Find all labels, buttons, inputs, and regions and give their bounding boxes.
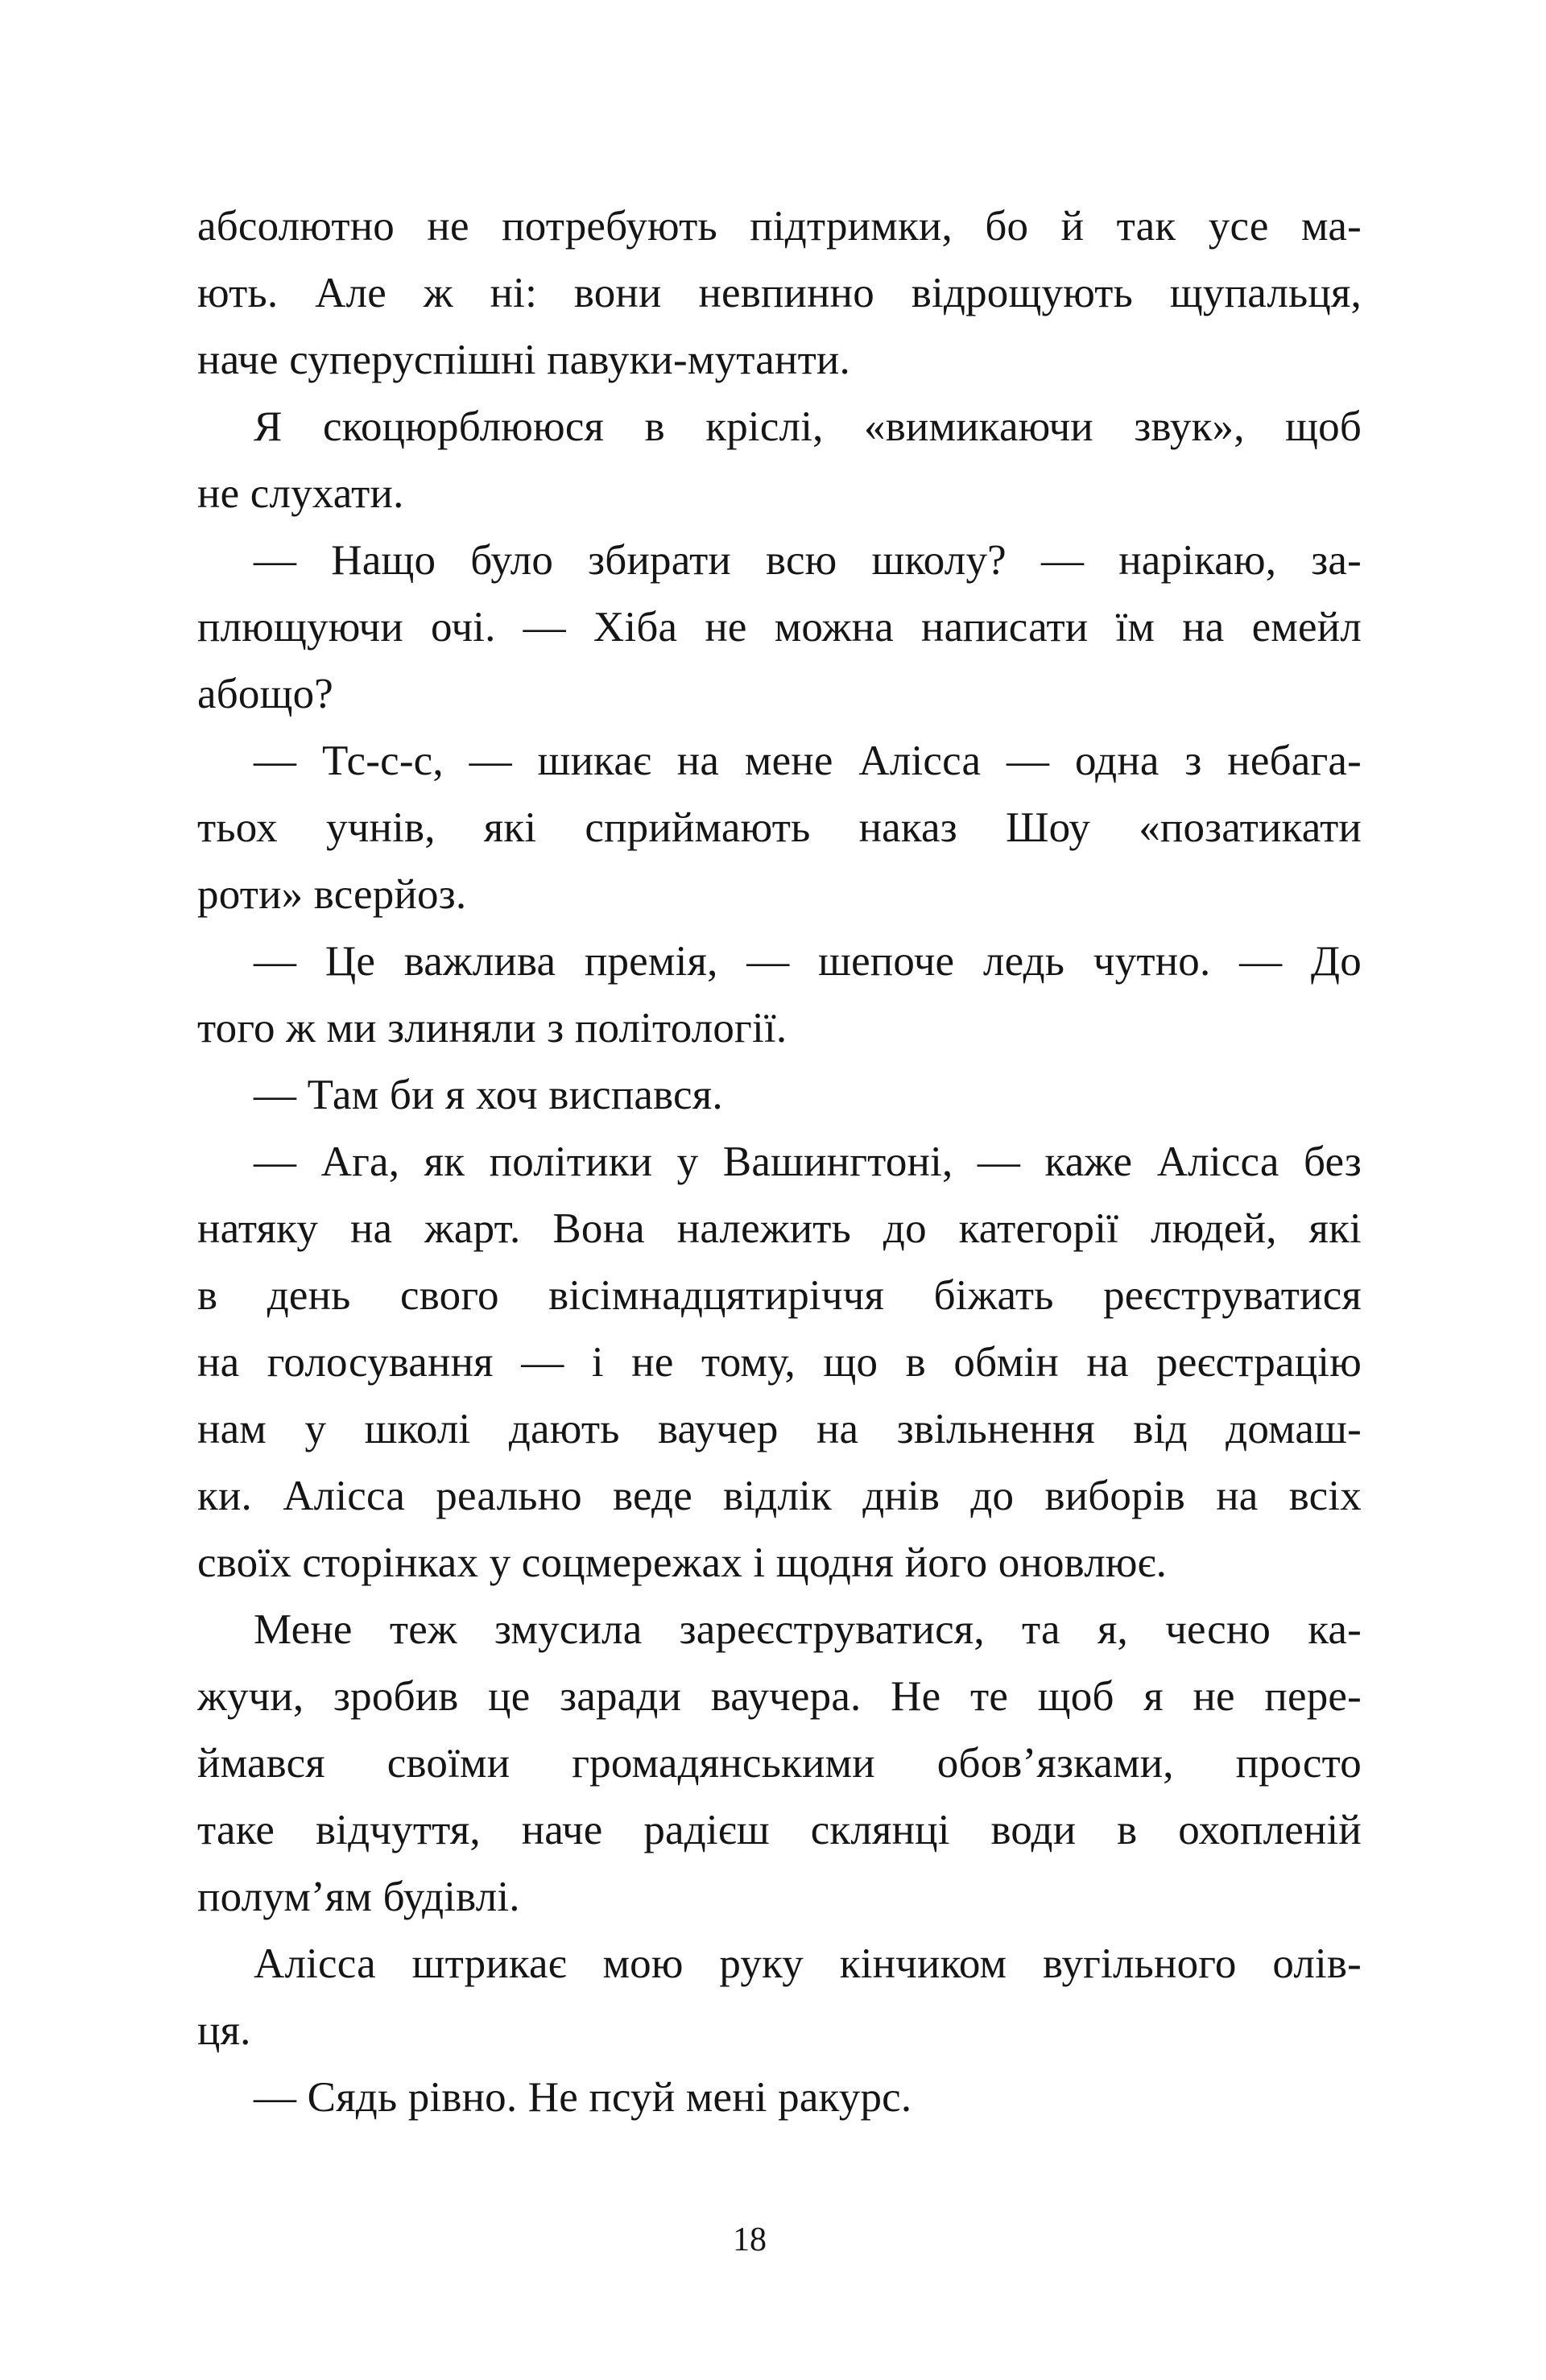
text-line: ки. Алісса реально веде відлік днів до виборів на всіх (197, 1473, 1362, 1519)
text-line: ця. (197, 2007, 251, 2054)
text-line: в день свого вісімнадцятиріччя біжать реєструватися (197, 1272, 1362, 1319)
text-line: — Ага, як політики у Вашингтоні, — каже Алісса без (254, 1138, 1362, 1185)
text-line: того ж ми злиняли з політології. (197, 1005, 787, 1052)
text-line: — Там би я хоч виспався. (254, 1072, 723, 1118)
text-line: наче суперуспішні павуки-мутанти. (197, 337, 850, 383)
text-line: — Тс-с-с, — шикає на мене Алісса — одна з небага- (254, 738, 1362, 784)
text-line: своїх сторінках у соцмережах і щодня його оновлює. (197, 1539, 1168, 1586)
text-line: ймався своїми громадянськими обов’язками, просто (197, 1740, 1362, 1787)
text-line: роти» всерйоз. (197, 871, 467, 918)
text-line: — Нащо було збирати всю школу? — нарікаю, за- (254, 537, 1362, 584)
text-line: не слухати. (197, 470, 404, 517)
text-line: Мене теж змусила зареєструватися, та я, чесно ка- (254, 1606, 1362, 1653)
text-line: Я скоцюрблююся в кріслі, «вимикаючи звук», щоб (254, 403, 1362, 450)
page-number: 18 (733, 2221, 767, 2258)
text-line: абощо? (197, 671, 334, 717)
text-line: жучи, зробив це заради ваучера. Не те щоб я не пере- (197, 1673, 1362, 1720)
page-footer (167, 2219, 1332, 2261)
text-line: — Це важлива премія, — шепоче ледь чутно. — До (254, 938, 1362, 985)
text-line: на голосування — і не тому, що в обмін на реєстрацію (197, 1339, 1362, 1386)
text-line: нам у школі дають ваучер на звільнення від домаш- (197, 1406, 1362, 1452)
text-line: полум’ям будівлі. (197, 1874, 520, 1920)
text-line: ють. Але ж ні: вони невпинно відрощують щупальця, (197, 270, 1362, 316)
text-line: — Сядь рівно. Не псуй мені ракурс. (254, 2074, 912, 2121)
text-line: тьох учнів, які сприймають наказ Шоу «позатикати (197, 804, 1362, 851)
text-line: плющуючи очі. — Хіба не можна написати їм на емейл (197, 604, 1362, 651)
text-line: натяку на жарт. Вона належить до категорії людей, які (197, 1205, 1362, 1252)
text-block (197, 193, 1362, 2131)
text-line: Алісса штрикає мою руку кінчиком вугільного олів- (254, 1940, 1362, 1987)
text-line: таке відчуття, наче радієш склянці води в охопленій (197, 1807, 1362, 1853)
text-line: абсолютно не потребують підтримки, бо й так усе ма- (197, 203, 1362, 250)
